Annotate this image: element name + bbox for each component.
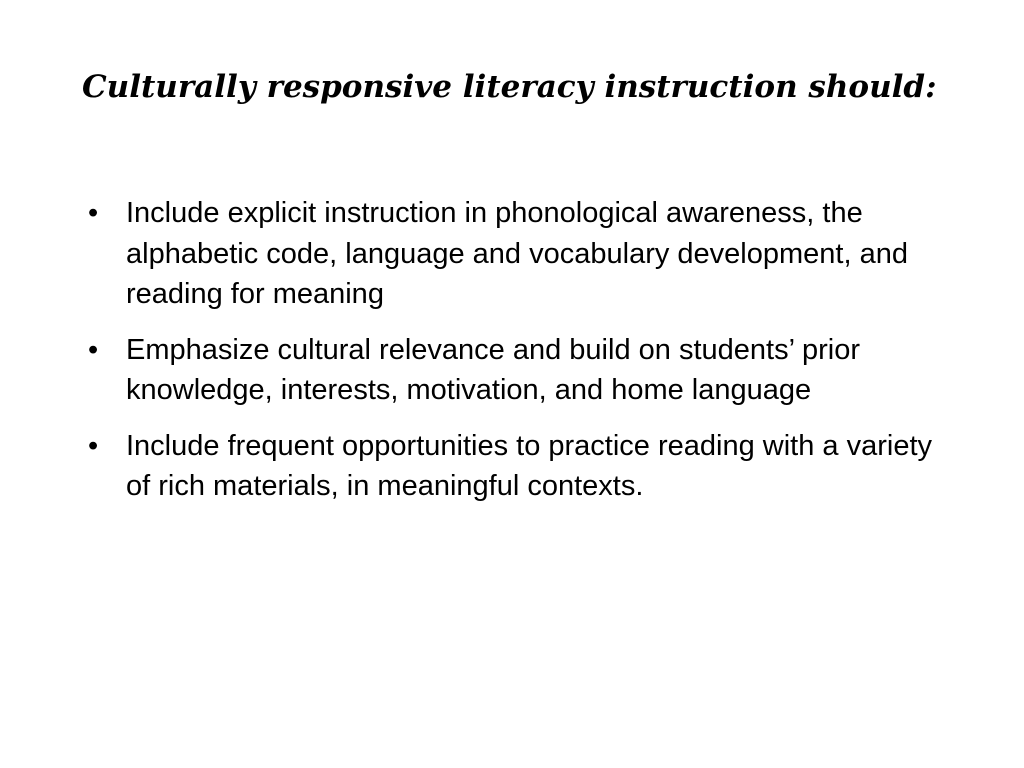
- bullet-item: [84, 330, 954, 411]
- bullet-dot-icon: •: [88, 197, 99, 229]
- bullet-text: Include explicit instruction in phonological awareness, the alphabetic code, language and vocabulary development, and reading for meaning: [126, 197, 908, 310]
- slide-title: Culturally responsive literacy instruction should:: [82, 69, 937, 105]
- bullet-text: Emphasize cultural relevance and build on students’ prior knowledge, interests, motivation, and home language: [126, 333, 861, 406]
- bullet-text: Include frequent opportunities to practice reading with a variety of rich materials, in meaningful contexts.: [126, 429, 933, 502]
- bullet-item: [84, 426, 954, 507]
- bullet-dot-icon: •: [88, 333, 99, 366]
- bullet-item: [84, 193, 954, 315]
- bullet-list: [84, 193, 954, 522]
- bullet-dot-icon: •: [88, 429, 99, 462]
